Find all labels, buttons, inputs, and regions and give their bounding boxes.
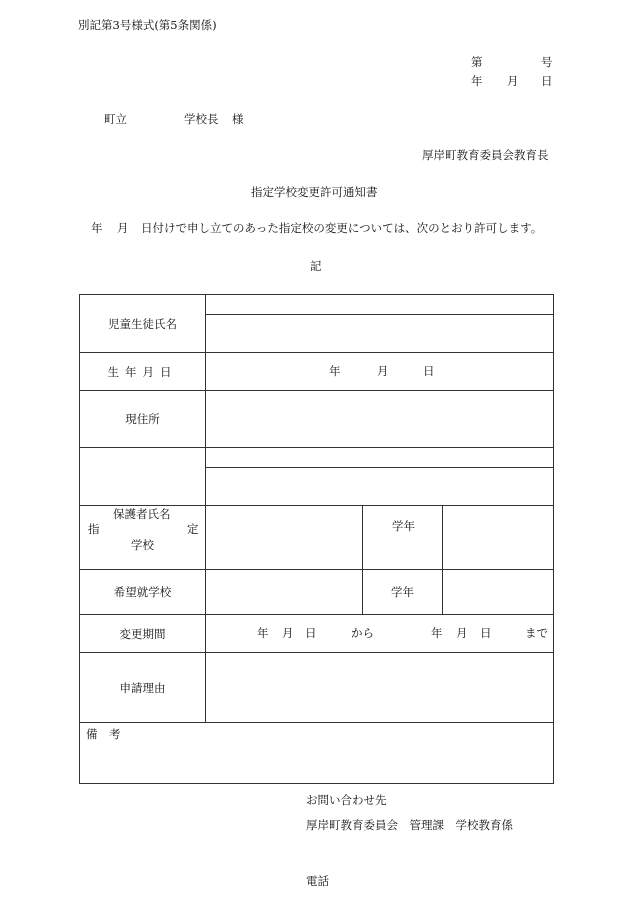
guardian-kana-field[interactable] [206, 448, 554, 468]
guardian-name-label: 保護者氏名 [113, 507, 171, 521]
ki-label: 記 [310, 259, 322, 273]
number-label-dai: 第 [471, 55, 483, 69]
remarks-field[interactable] [80, 723, 554, 784]
student-name-kana-field[interactable] [206, 295, 554, 315]
body-text: 日付けで申し立てのあった指定校の変更については、次のとおり許可します。 [141, 221, 543, 235]
period-month-2: 月 [456, 626, 468, 640]
body-year: 年 [91, 221, 103, 235]
sender: 厚岸町教育委員会教育長 [422, 148, 549, 162]
addressee-principal: 学校長 [184, 112, 219, 126]
contact-org: 厚岸町教育委員会 管理課 学校教育係 [306, 818, 513, 832]
designated-school-label [80, 506, 206, 570]
contact-phone-label: 電話 [306, 874, 329, 888]
designated-label-b: 定 [187, 522, 199, 536]
grade-label-2: 学年 [363, 570, 443, 615]
reason-field[interactable] [206, 653, 554, 723]
grade-field-2[interactable] [443, 570, 554, 615]
document-title: 指定学校変更許可通知書 [251, 185, 378, 199]
change-period-field[interactable] [206, 615, 554, 653]
period-until: まで [525, 626, 548, 640]
period-year-1: 年 [257, 626, 269, 640]
change-period-label: 変更期間 [80, 615, 206, 653]
period-day-1: 日 [305, 626, 317, 640]
grade-label-1-text: 学年 [392, 519, 415, 533]
grade-field-1[interactable] [443, 506, 554, 570]
birth-date-field[interactable] [206, 353, 554, 391]
date-month-label: 月 [507, 74, 519, 88]
period-day-2: 日 [480, 626, 492, 640]
guardian-name-field[interactable] [206, 468, 554, 506]
form-number: 別記第3号様式(第5条関係) [78, 18, 217, 32]
designated-label-a: 指 [88, 522, 100, 536]
guardian-label-cell [80, 448, 206, 506]
designated-label-c: 学校 [131, 538, 154, 552]
body-month: 月 [117, 221, 129, 235]
birth-year-label: 年 [329, 364, 341, 378]
number-label-go: 号 [541, 55, 553, 69]
addressee-sama: 様 [232, 112, 244, 126]
wish-school-label: 希望就学校 [80, 570, 206, 615]
period-month-1: 月 [282, 626, 294, 640]
birth-date-label: 生年月日 [80, 353, 206, 391]
addressee-town: 町立 [104, 112, 127, 126]
notice-table [79, 294, 554, 784]
address-label: 現住所 [80, 391, 206, 448]
period-from: から [351, 626, 374, 640]
contact-heading: お問い合わせ先 [306, 793, 387, 807]
period-year-2: 年 [431, 626, 443, 640]
designated-school-field[interactable] [206, 506, 363, 570]
grade-label-1 [363, 506, 443, 570]
reason-label: 申請理由 [80, 653, 206, 723]
address-field[interactable] [206, 391, 554, 448]
student-name-label: 児童生徒氏名 [80, 295, 206, 353]
birth-month-label: 月 [377, 364, 389, 378]
date-year-label: 年 [471, 74, 483, 88]
date-day-label: 日 [541, 74, 553, 88]
wish-school-field[interactable] [206, 570, 363, 615]
remarks-label: 備 考 [86, 727, 121, 741]
student-name-field[interactable] [206, 315, 554, 353]
birth-day-label: 日 [423, 364, 435, 378]
